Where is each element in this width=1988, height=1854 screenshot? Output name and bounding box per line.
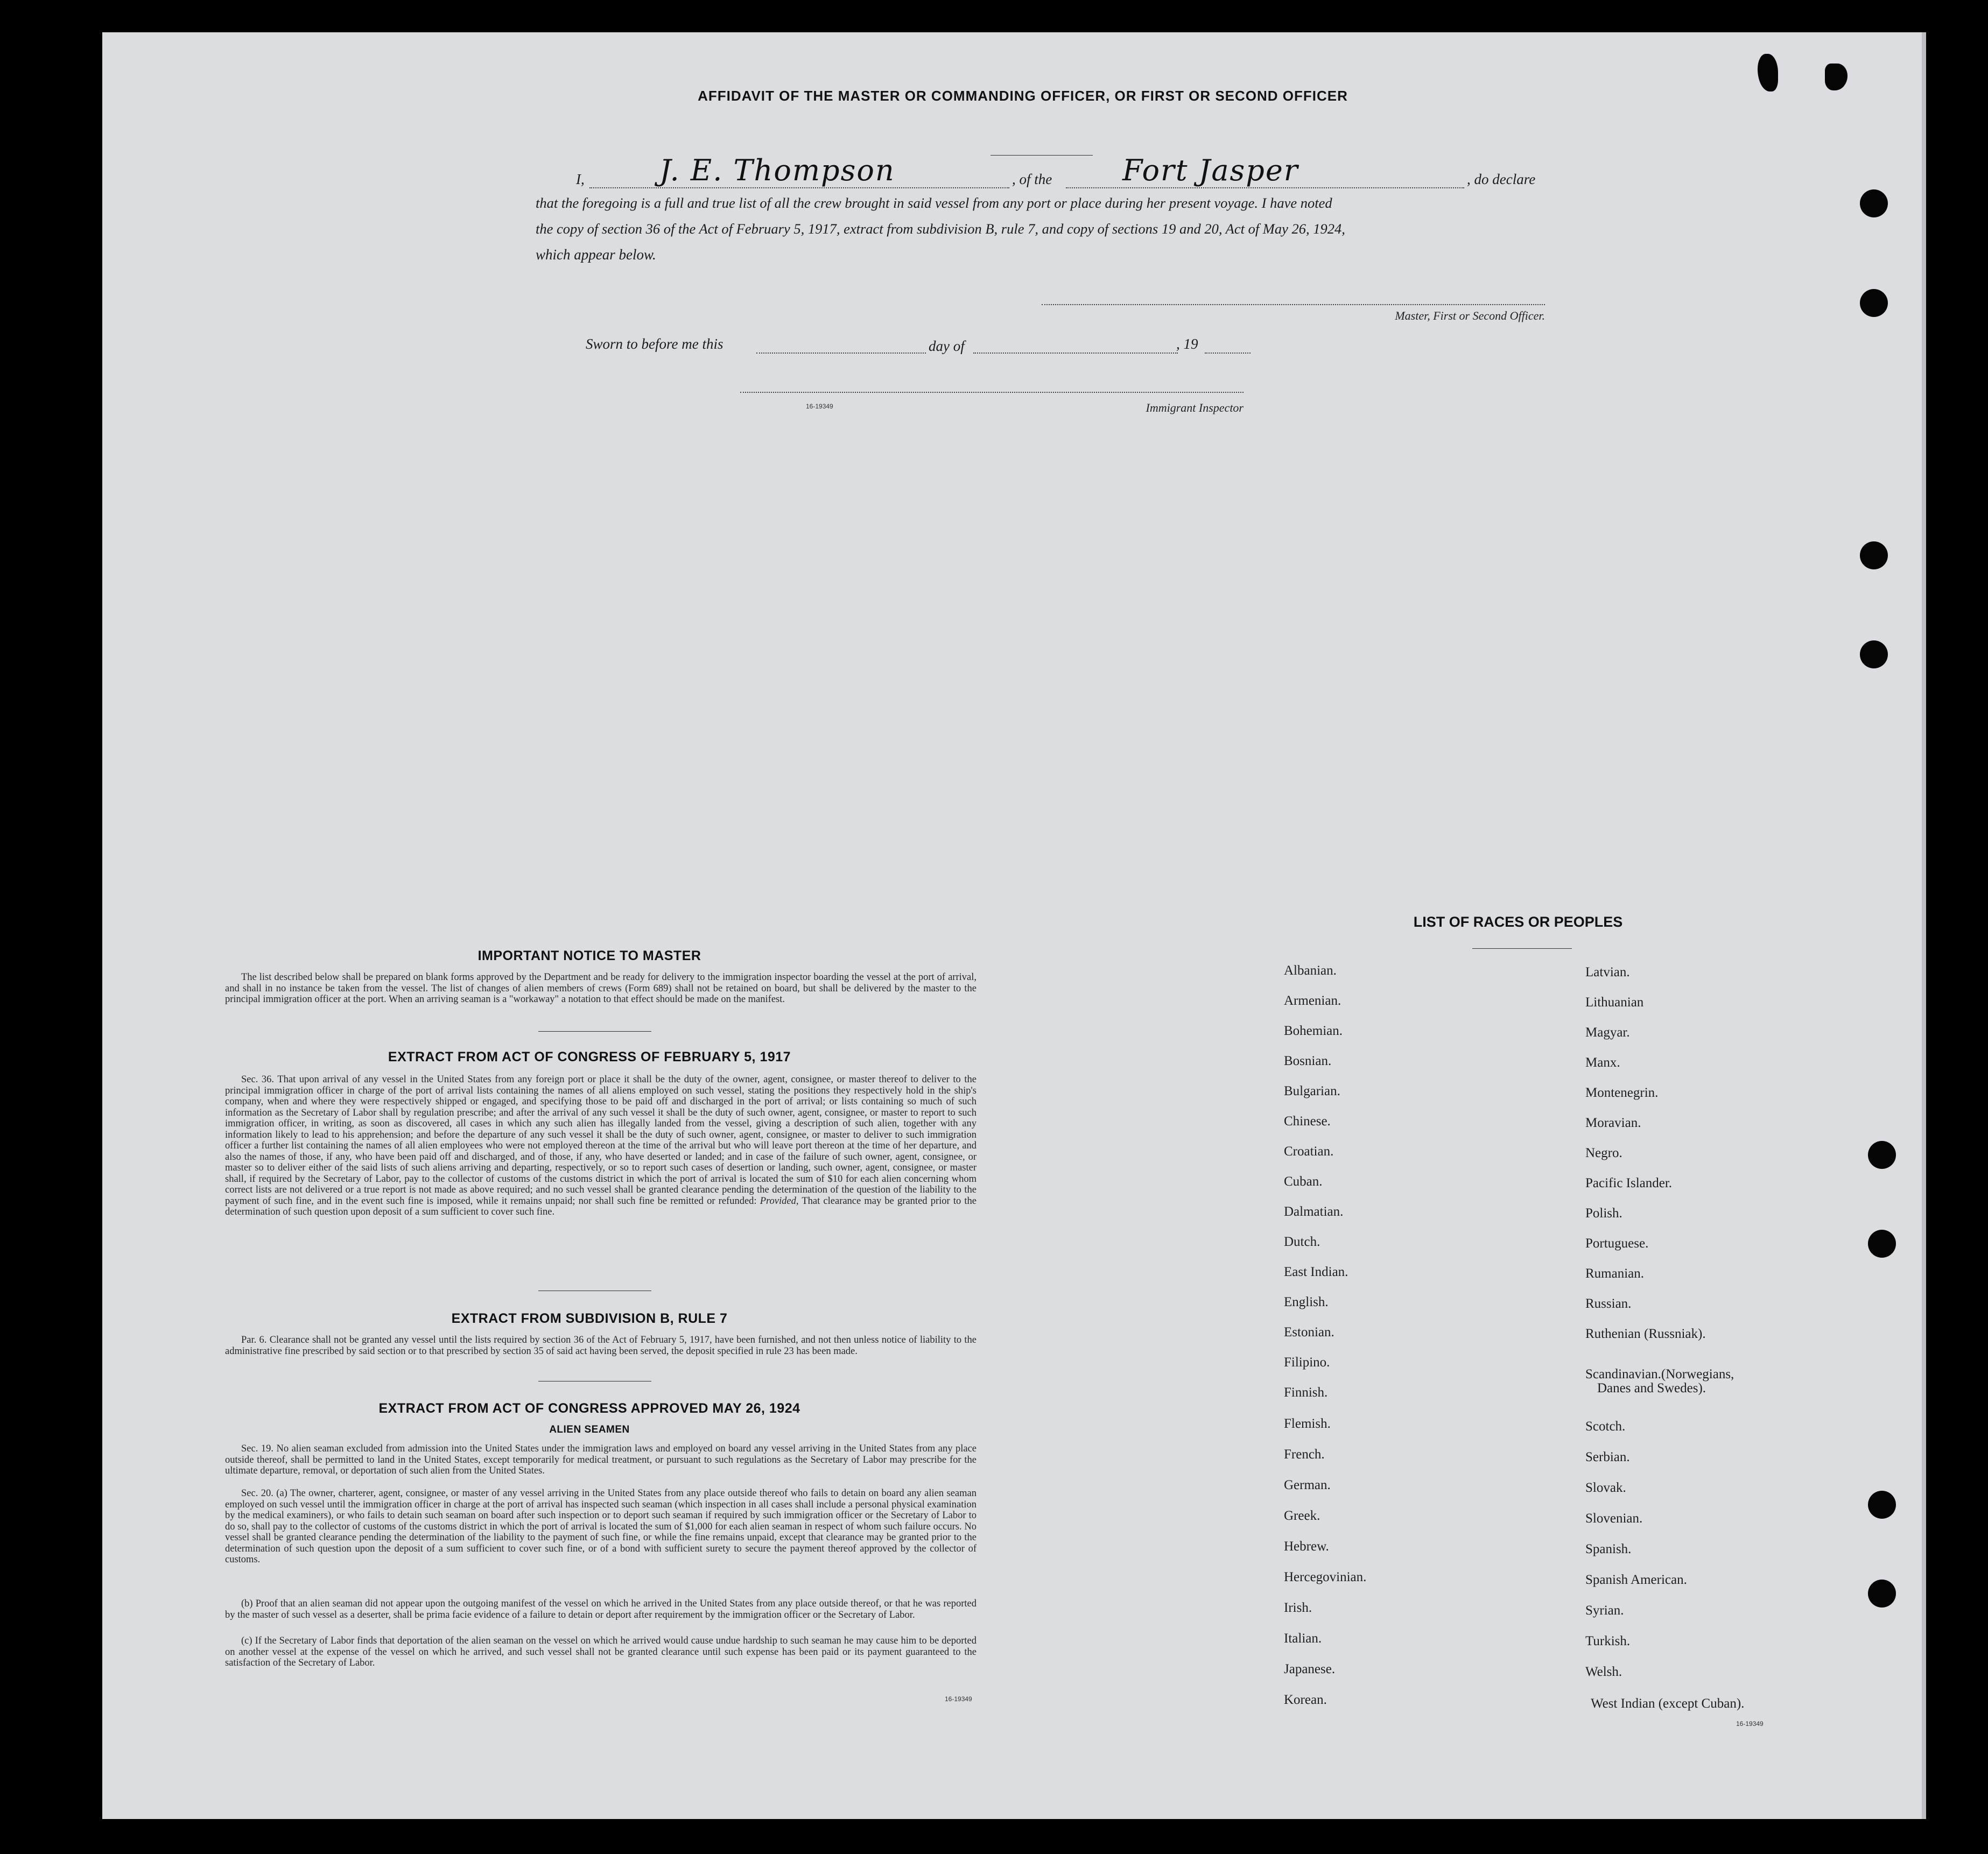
rule7-text: Par. 6. Clearance shall not be granted any vessel until the lists required by section 36 of the Act of February 5, 1917, have been furnished, and not then unless notice of liability to the administrative fine prescribed by said section or to that prescribed by section 35 of said act having been served, the deposit specified in rule 23 has been made.: [225, 1335, 977, 1357]
punch-hole: [1868, 1230, 1896, 1258]
punch-hole: [1860, 289, 1888, 317]
sworn-year: , 19: [1176, 336, 1198, 352]
race-item: Spanish.: [1585, 1542, 1632, 1556]
race-item: Irish.: [1284, 1601, 1312, 1615]
page-edge: [1922, 32, 1926, 1819]
race-item: Montenegrin.: [1585, 1085, 1659, 1100]
affidavit-body-line-2: the copy of section 36 of the Act of February 5, 1917, extract from subdivision B, rule 7, and copy of sections 19 and 20, Act of May 26, 1924,: [536, 221, 1345, 237]
race-item: Manx.: [1585, 1055, 1620, 1070]
affidavit-do-declare: , do declare: [1467, 171, 1536, 187]
race-item: Turkish.: [1585, 1634, 1631, 1648]
extract-1924-subtitle: ALIEN SEAMEN: [549, 1424, 630, 1435]
affidavit-body-line-1: that the foregoing is a full and true list of all the crew brought in said vessel from any port or place during her present voyage. I have noted: [536, 195, 1332, 211]
affidavit-title: AFFIDAVIT OF THE MASTER OR COMMANDING OFFICER, OR FIRST OR SECOND OFFICER: [698, 88, 1348, 104]
form-number-bottom-left: 16-19349: [945, 1695, 972, 1703]
sworn-month-blank: [973, 353, 1178, 354]
sec20c-text: (c) If the Secretary of Labor finds that deportation of the alien seaman on the vessel on which he arrived would cause undue hardship to such seaman he may cause him to be deported on another vessel at the expense of the vessel on which he arrived, and such vessel shall not be granted clearance until such expense has been paid or its payment guaranteed to the satisfaction of the Secretary of Labor.: [225, 1636, 977, 1668]
notice-title: IMPORTANT NOTICE TO MASTER: [477, 948, 701, 963]
race-item: Polish.: [1585, 1206, 1622, 1221]
race-item: Korean.: [1284, 1693, 1327, 1707]
punch-hole: [1868, 1491, 1896, 1519]
race-item: Bulgarian.: [1284, 1084, 1340, 1098]
sec20b-text: (b) Proof that an alien seaman did not appear upon the outgoing manifest of the vessel on which he arrived in the United States from any place outside thereof, or that he was reported by the master of such vessel as a deserter, shall be prima facie evidence of a failure to detain or deport after requirement by the immigration officer or the Secretary of Labor.: [225, 1598, 977, 1620]
race-item: Armenian.: [1284, 993, 1341, 1008]
race-item: Pacific Islander.: [1585, 1176, 1673, 1190]
handwritten-vessel-name: Fort Jasper: [1122, 153, 1299, 187]
rule7-title: EXTRACT FROM SUBDIVISION B, RULE 7: [451, 1311, 728, 1326]
inspector-label: Immigrant Inspector: [1146, 401, 1244, 414]
sec19-text: Sec. 19. No alien seaman excluded from admission into the United States under the immigration laws and employed on board any vessel arriving in the United States from any place outside thereof, shall be permitted to land in the United States, except temporarily for medical treatment, or pursuant to such regulations as the Secretary of Labor may prescribe for the ultimate departure, removal, or deportation of such alien from the United States.: [225, 1443, 977, 1476]
sworn-day: day of: [929, 338, 965, 354]
race-item: Bohemian.: [1284, 1024, 1343, 1038]
affidavit-of-the: , of the: [1012, 171, 1052, 187]
race-item: Danes and Swedes).: [1597, 1381, 1706, 1395]
race-item: Hercegovinian.: [1284, 1570, 1367, 1584]
extract-1917-title: EXTRACT FROM ACT OF CONGRESS OF FEBRUARY 5, 1917: [388, 1049, 791, 1065]
punch-hole: [1868, 1141, 1896, 1169]
race-item: West Indian (except Cuban).: [1591, 1696, 1745, 1711]
race-item: Russian.: [1585, 1296, 1632, 1311]
affidavit-body-line-3: which appear below.: [536, 246, 656, 263]
race-item: Welsh.: [1585, 1665, 1622, 1679]
race-item: Croatian.: [1284, 1144, 1334, 1159]
race-item: Dalmatian.: [1284, 1204, 1344, 1219]
race-item: Italian.: [1284, 1631, 1322, 1646]
race-item: Estonian.: [1284, 1325, 1334, 1340]
race-item: Portuguese.: [1585, 1236, 1649, 1251]
extract-1924-title: EXTRACT FROM ACT OF CONGRESS APPROVED MAY 26, 1924: [378, 1401, 800, 1416]
race-item: Chinese.: [1284, 1114, 1331, 1129]
race-item: Greek.: [1284, 1508, 1320, 1523]
name-blank: [589, 187, 1009, 188]
punch-hole: [1860, 541, 1888, 569]
punch-hole: [1868, 1580, 1896, 1608]
punch-hole: [1860, 189, 1888, 217]
race-item: Flemish.: [1284, 1416, 1331, 1431]
race-item: Scandinavian.(Norwegians,: [1585, 1367, 1734, 1381]
races-title: LIST OF RACES OR PEOPLES: [1413, 914, 1623, 930]
race-item: Japanese.: [1284, 1662, 1336, 1676]
race-item: Filipino.: [1284, 1355, 1330, 1370]
extract-1917-proviso: That clearance may be granted prior to the determination of such question upon deposit of a sum sufficient to cover such fine.: [225, 1195, 977, 1217]
form-number-top: 16-19349: [806, 403, 833, 410]
master-label: Master, First or Second Officer.: [1395, 309, 1545, 322]
vessel-blank: [1066, 187, 1464, 188]
master-signature-line: [1042, 304, 1545, 305]
race-item: Scotch.: [1585, 1419, 1626, 1434]
form-number-bottom-right: 16-19349: [1736, 1720, 1764, 1728]
race-item: Rumanian.: [1585, 1266, 1645, 1281]
punch-hole: [1860, 640, 1888, 668]
race-item: German.: [1284, 1478, 1331, 1492]
extract-1917-provided: Provided,: [760, 1195, 799, 1207]
inspector-signature-line: [740, 392, 1244, 393]
race-item: Moravian.: [1585, 1116, 1641, 1130]
race-item: Slovenian.: [1585, 1511, 1643, 1526]
notice-text: The list described below shall be prepared on blank forms approved by the Department and be ready for delivery to the immigration inspector boarding the vessel at the port of arrival, and shall in no instance be taken from the vessel. The list of changes of alien members of crews (Form 689) shall not be retained on board, but shall be delivered by the master to the principal immigration officer at the port. When an arriving seaman is a "workaway" a notation to that effect should be made on the manifest.: [225, 972, 977, 1005]
races-title-rule: [1472, 948, 1572, 949]
sec20a-text: Sec. 20. (a) The owner, charterer, agent, consignee, or master of any vessel arriving in the United States from any place outside thereof who fails to detain on board any alien seaman employed on such vessel until the immigration officer in charge at the port of arrival has inspected such seaman (which inspection in all cases shall include a personal physical examination by the medical examiners), or who fails to detain such seaman on board after such inspection or to deport such seaman if required by such immigration officer or the Secretary of Labor to do so, shall pay to the collector of customs of the customs district in which the port of arrival is located the sum of $1,000 for each alien seaman in respect of whom such failure occurs. No vessel shall be granted clearance pending the determination of the liability to the payment of such fine, or while the fine remains unpaid, except that clearance may be granted prior to the determination of such question upon the deposit of a sum sufficient to cover such fine, or of a bond with sufficient surety to secure the payment thereof approved by the collector of customs.: [225, 1488, 977, 1565]
race-item: Dutch.: [1284, 1235, 1320, 1249]
race-item: Latvian.: [1585, 965, 1630, 979]
race-item: East Indian.: [1284, 1265, 1348, 1279]
extract-1917-text: [225, 1074, 977, 1218]
handwritten-signature-name: J. E. Thompson: [659, 153, 895, 187]
extract-1917-body: Sec. 36. That upon arrival of any vessel in the United States from any foreign port or place it shall be the duty of the owner, agent, consignee, or master thereof to deliver to the principal immigration officer in charge of the port of arrival lists containing the names of all aliens employed on such vessel, stating the positions they respectively hold in the ship's company, when and where they were respectively shipped or engaged, and specifying those to be paid off and discharged in the port of arrival; or lists containing so much of such information as the Secretary of Labor shall by regulation prescribe; and after the arrival of any such vessel it shall be the duty of such owner, agent, consignee, or master to report to such immigration officer, in writing, as soon as discovered, all cases in which any such alien has illegally landed from the vessel, giving a description of such alien, together with any information likely to lead to his apprehension; and before the departure of any such vessel it shall be the duty of such owner, agent, consignee, or master to deliver to such immigration officer a further list containing the names of all alien employees who were not employed thereon at the time of the arrival but who will leave port thereon at the time of her departure, and also the names of those, if any, who have been paid off and discharged, and of those, if any, who have deserted or landed; and in case of the failure of such owner, agent, consignee, or master so to deliver either of the said lists of such aliens arriving and departing, respectively, or so to report such cases of desertion or landing, such owner, agent, consignee, or master shall, if required by the Secretary of Labor, pay to the collector of customs of the customs district in which the port of arrival is located the sum of $10 for each alien concerning whom correct lists are not delivered or a true report is not made as above required; and no such vessel shall be granted clearance pending the determination of the question of the liability to the payment of such fine, and in the event such fine is imposed, while it remains unpaid; nor shall such fine be remitted or refunded:: [225, 1074, 977, 1207]
sworn-prefix: Sworn to before me this: [586, 336, 723, 352]
sworn-date-blank: [756, 353, 926, 354]
race-item: Negro.: [1585, 1146, 1622, 1160]
race-item: French.: [1284, 1447, 1325, 1462]
race-item: Syrian.: [1585, 1603, 1624, 1618]
race-item: Slovak.: [1585, 1481, 1626, 1495]
race-item: Hebrew.: [1284, 1539, 1329, 1554]
title-rule: [991, 155, 1093, 156]
affidavit-i-prefix: I,: [576, 171, 585, 187]
race-item: Spanish American.: [1585, 1573, 1687, 1587]
sworn-year-blank: [1205, 353, 1251, 354]
race-item: Cuban.: [1284, 1174, 1323, 1189]
race-item: Ruthenian (Russniak).: [1585, 1327, 1706, 1341]
race-item: Lithuanian: [1585, 995, 1644, 1010]
race-item: English.: [1284, 1295, 1329, 1309]
race-item: Finnish.: [1284, 1385, 1328, 1400]
race-item: Serbian.: [1585, 1450, 1630, 1464]
race-item: Bosnian.: [1284, 1054, 1332, 1068]
race-item: Albanian.: [1284, 963, 1337, 978]
race-item: Magyar.: [1585, 1025, 1630, 1040]
notice-rule: [538, 1031, 651, 1032]
